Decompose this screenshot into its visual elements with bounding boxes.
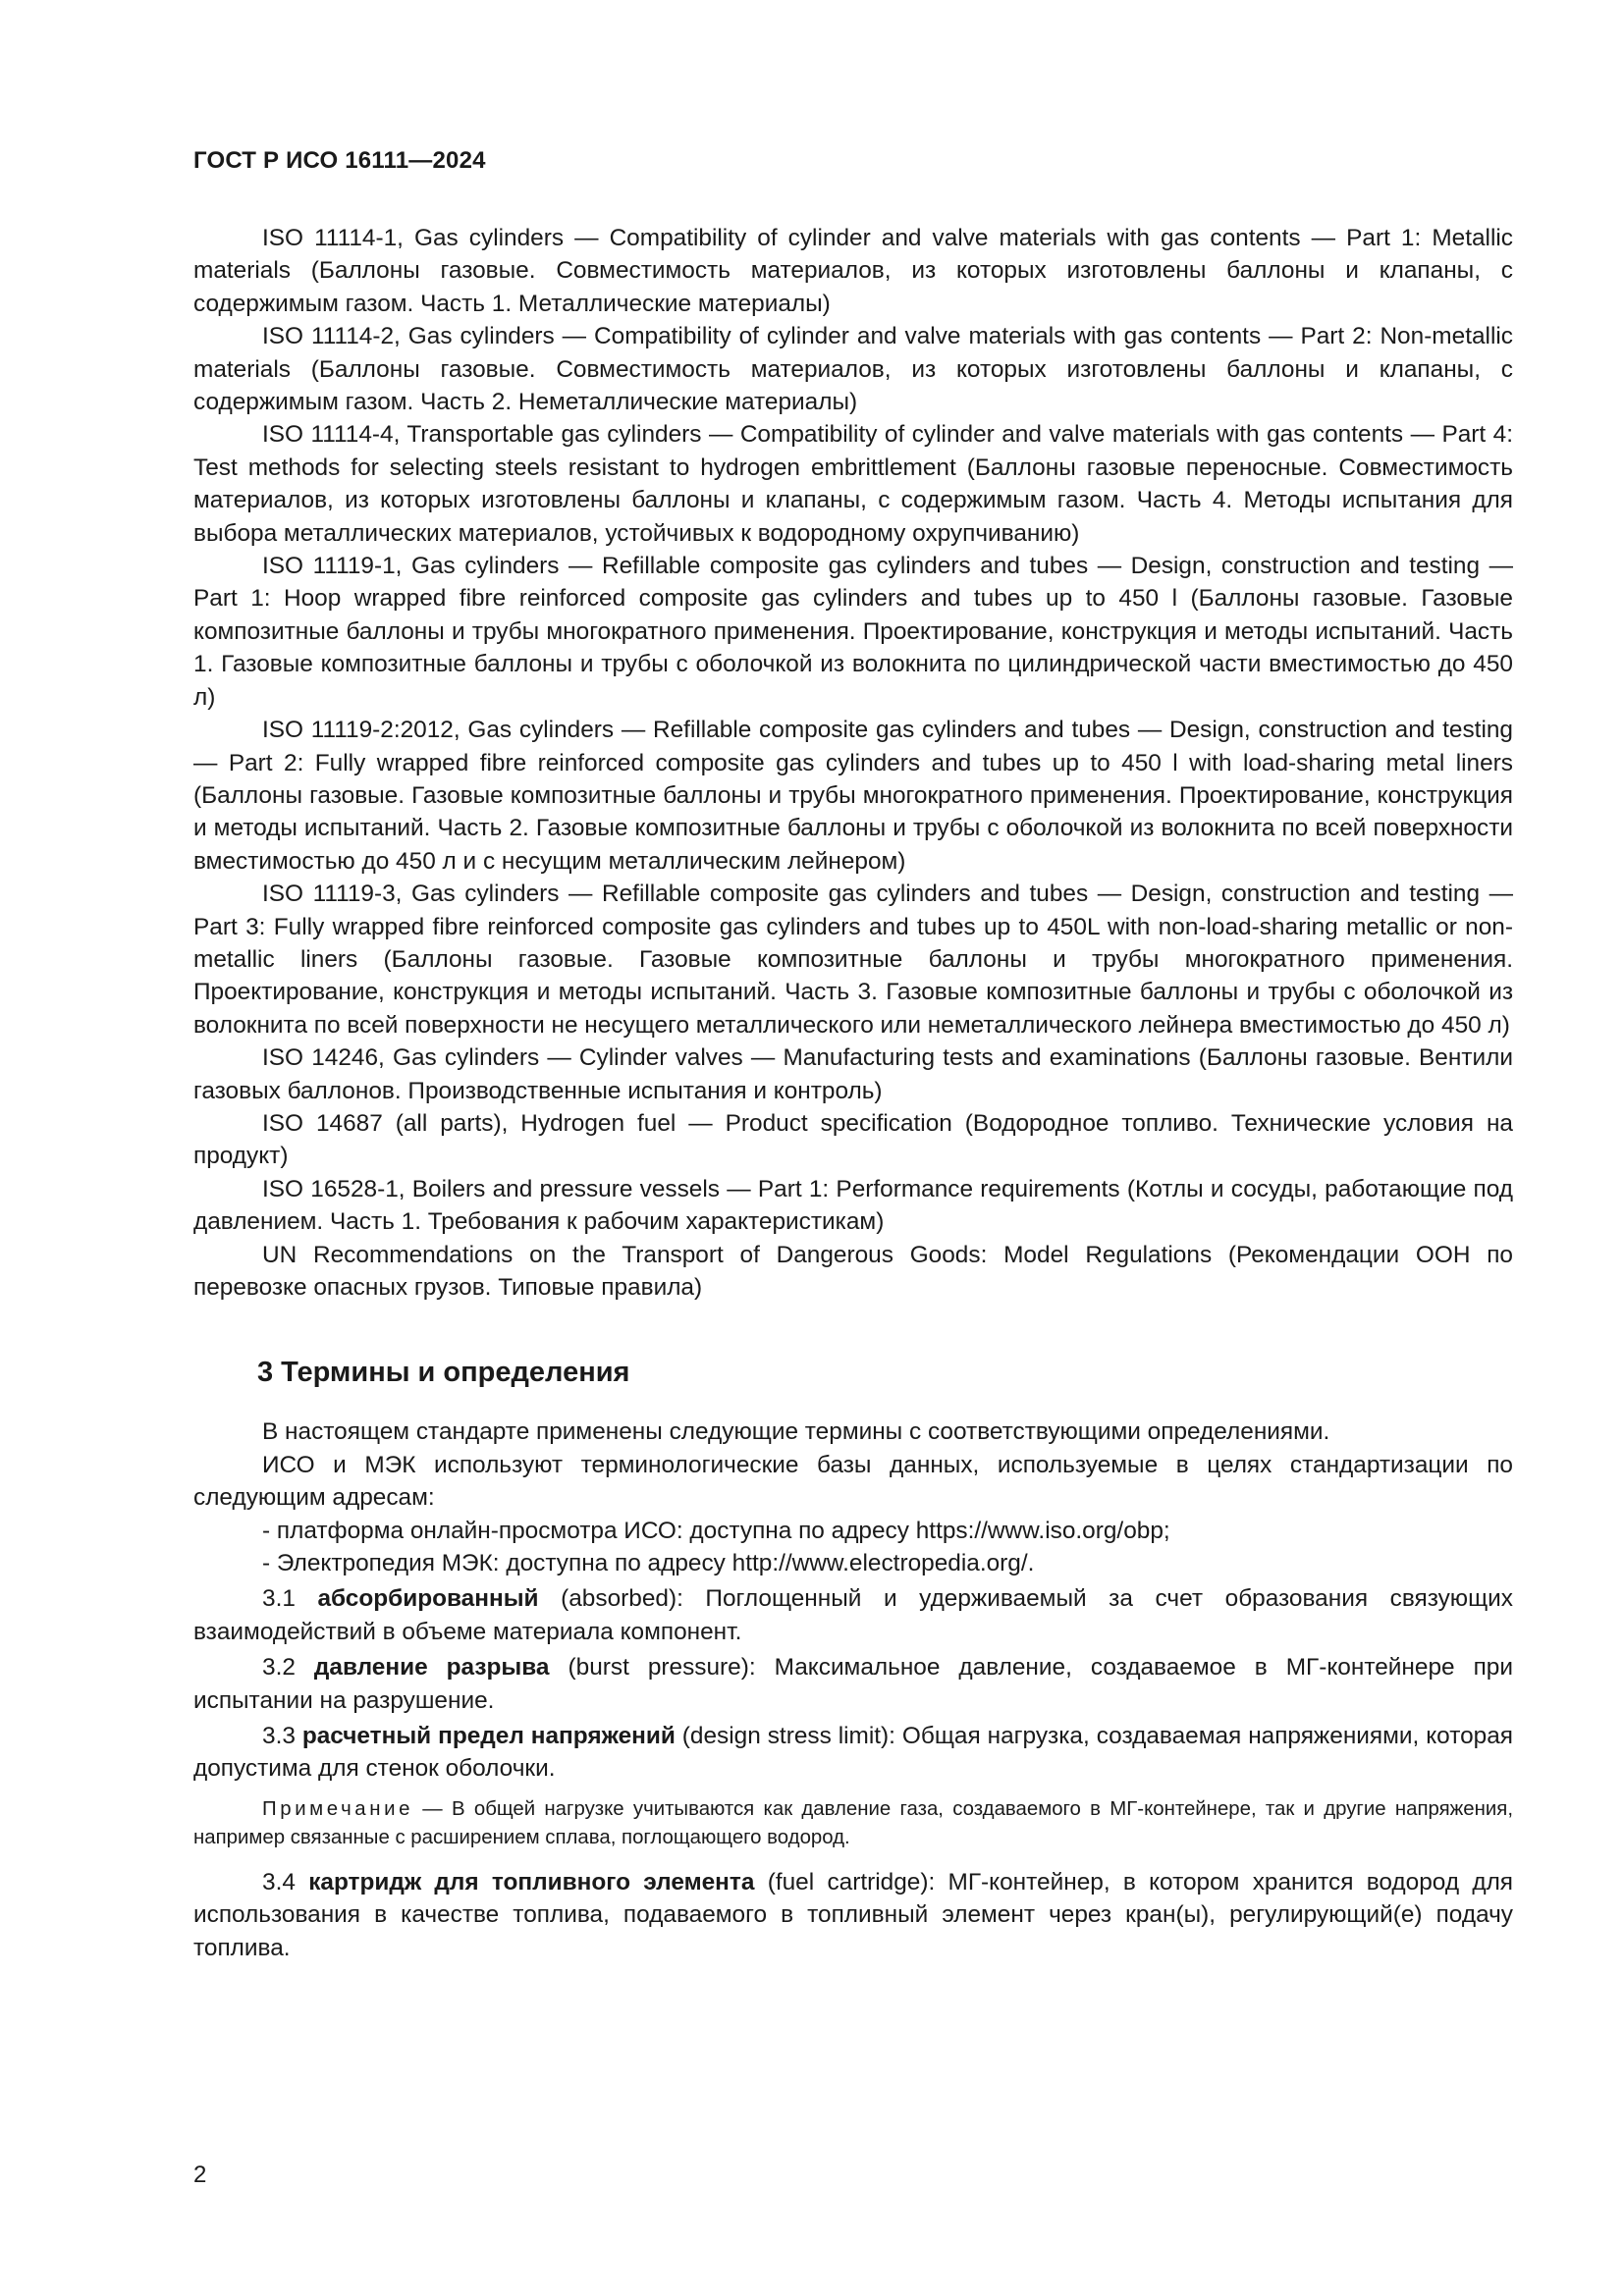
term-definition: (design stress limit): Общая нагрузка, создаваемая напряжениями, которая допустима для стенок оболочки.: [193, 1723, 1513, 1783]
reference-item: ISO 14687 (all parts), Hydrogen fuel — Product specification (Водородное топливо. Технические условия на продукт): [193, 1109, 1513, 1170]
section-intro-databases: ИСО и МЭК используют терминологические базы данных, используемые в целях стандартизации по следующим адресам:: [193, 1451, 1513, 1512]
term-definition: (absorbed): Поглощенный и удерживаемый за счет образования связующих взаимодействий в объеме материала компонент.: [193, 1585, 1513, 1645]
term-entry-absorbed: [193, 1582, 1513, 1648]
term-entry-burst-pressure: [193, 1651, 1513, 1717]
term-definition: (burst pressure): Максимальное давление, создаваемое в МГ-контейнере при испытании на разрушение.: [193, 1654, 1513, 1714]
note-text: — В общей нагрузке учитываются как давление газа, создаваемого в МГ-контейнере, так и другие напряжения, например связанные с расширением сплава, поглощающего водород.: [193, 1797, 1513, 1848]
reference-item: ISO 11114-2, Gas cylinders — Compatibility of cylinder and valve materials with gas contents — Part 2: Non-metallic materials (Баллоны газовые. Совместимость материалов, из которых изготовлены баллоны и клапаны, с содержимым газом. Часть 2. Неметаллические материалы): [193, 323, 1513, 416]
bullet-item-electropedia: - Электропедия МЭК: доступна по адресу http://www.electropedia.org/.: [262, 1550, 1035, 1577]
term-note: [193, 1795, 1513, 1852]
term-number: 3.2: [262, 1654, 314, 1682]
term-definition: (fuel cartridge): МГ-контейнер, в котором хранится водород для использования в качестве топлива, подаваемого в топливный элемент через кран(ы), регулирующий(е) подачу топлива.: [193, 1868, 1514, 1961]
reference-item: ISO 11119-1, Gas cylinders — Refillable composite gas cylinders and tubes — Design, construction and testing — Part 1: Hoop wrapped fibre reinforced composite gas cylinders and tubes up to 450 l (Баллоны газовые. Газовые композитные баллоны и трубы многократного применения. Проектирование, конструкция и методы испытаний. Часть 1. Газовые композитные баллоны и трубы с оболочкой из волокнита по цилиндрической части вместимостью до 450 л): [193, 553, 1513, 711]
reference-item: ISO 11119-2:2012, Gas cylinders — Refillable composite gas cylinders and tubes — Design, construction and testing — Part 2: Fully wrapped fibre reinforced composite gas cylinders and tubes up to 450 l with load-sharing metal liners (Баллоны газовые. Газовые композитные баллоны и трубы многократного применения. Проектирование, конструкция и методы испытаний. Часть 2. Газовые композитные баллоны и трубы с оболочкой из волокнита по всей поверхности вместимостью до 450 л и с несущим металлическим лейнером): [193, 717, 1513, 875]
reference-item: ISO 11119-3, Gas cylinders — Refillable composite gas cylinders and tubes — Design, construction and testing — Part 3: Fully wrapped fibre reinforced composite gas cylinders and tubes up to 450L with non-load-sharing metallic or non-metallic liners (Баллоны газовые. Газовые композитные баллоны и трубы многократного применения. Проектирование, конструкция и методы испытаний. Часть 3. Газовые композитные баллоны и трубы с оболочкой из волокнита по всей поверхности не несущего металлического или неметаллического лейнера вместимостью до 450 л): [193, 881, 1513, 1039]
reference-item: ISO 11114-4, Transportable gas cylinders — Compatibility of cylinder and valve materials with gas contents — Part 4: Test methods for selecting steels resistant to hydrogen embrittlement (Баллоны газовые переносные. Совместимость материалов, из которых изготовлены баллоны и клапаны, с содержимым газом. Часть 4. Методы испытания для выбора металлических материалов, устойчивых к водородному охрупчиванию): [193, 421, 1513, 547]
term-entry-fuel-cartridge: [193, 1866, 1513, 1964]
term-number: 3.1: [262, 1585, 318, 1613]
normative-references-list: [193, 222, 1513, 1304]
term-name: картридж для топливного элемента: [308, 1868, 755, 1896]
bullet-item-iso-obp: - платформа онлайн-просмотра ИСО: доступна по адресу https://www.iso.org/obp;: [262, 1517, 1170, 1544]
note-label: Примечание: [262, 1797, 414, 1820]
document-header: ГОСТ Р ИСО 16111—2024: [193, 147, 486, 174]
section-intro: В настоящем стандарте применены следующие термины с соответствующими определениями.: [262, 1418, 1330, 1446]
term-name: давление разрыва: [313, 1654, 550, 1682]
reference-item: ISO 16528-1, Boilers and pressure vessels — Part 1: Performance requirements (Котлы и сосуды, работающие под давлением. Часть 1. Требования к рабочим характеристикам): [193, 1175, 1513, 1236]
section-heading: 3 Термины и определения: [257, 1357, 630, 1389]
term-name: расчетный предел напряжений: [301, 1723, 676, 1750]
term-entry-design-stress-limit: [193, 1720, 1513, 1786]
page-number: 2: [193, 2162, 207, 2188]
reference-item: ISO 11114-1, Gas cylinders — Compatibility of cylinder and valve materials with gas contents — Part 1: Metallic materials (Баллоны газовые. Совместимость материалов, из которых изготовлены баллоны и клапаны, с содержимым газом. Часть 1. Металлические материалы): [193, 225, 1513, 317]
term-number: 3.4: [262, 1868, 309, 1896]
term-name: абсорбированный: [317, 1585, 539, 1613]
reference-item: UN Recommendations on the Transport of Dangerous Goods: Model Regulations (Рекомендации ООН по перевозке опасных грузов. Типовые правила): [193, 1241, 1513, 1301]
page-content: [193, 222, 1513, 1964]
reference-item: ISO 14246, Gas cylinders — Cylinder valves — Manufacturing tests and examinations (Баллоны газовые. Вентили газовых баллонов. Производственные испытания и контроль): [193, 1044, 1513, 1104]
term-number: 3.3: [262, 1723, 302, 1750]
